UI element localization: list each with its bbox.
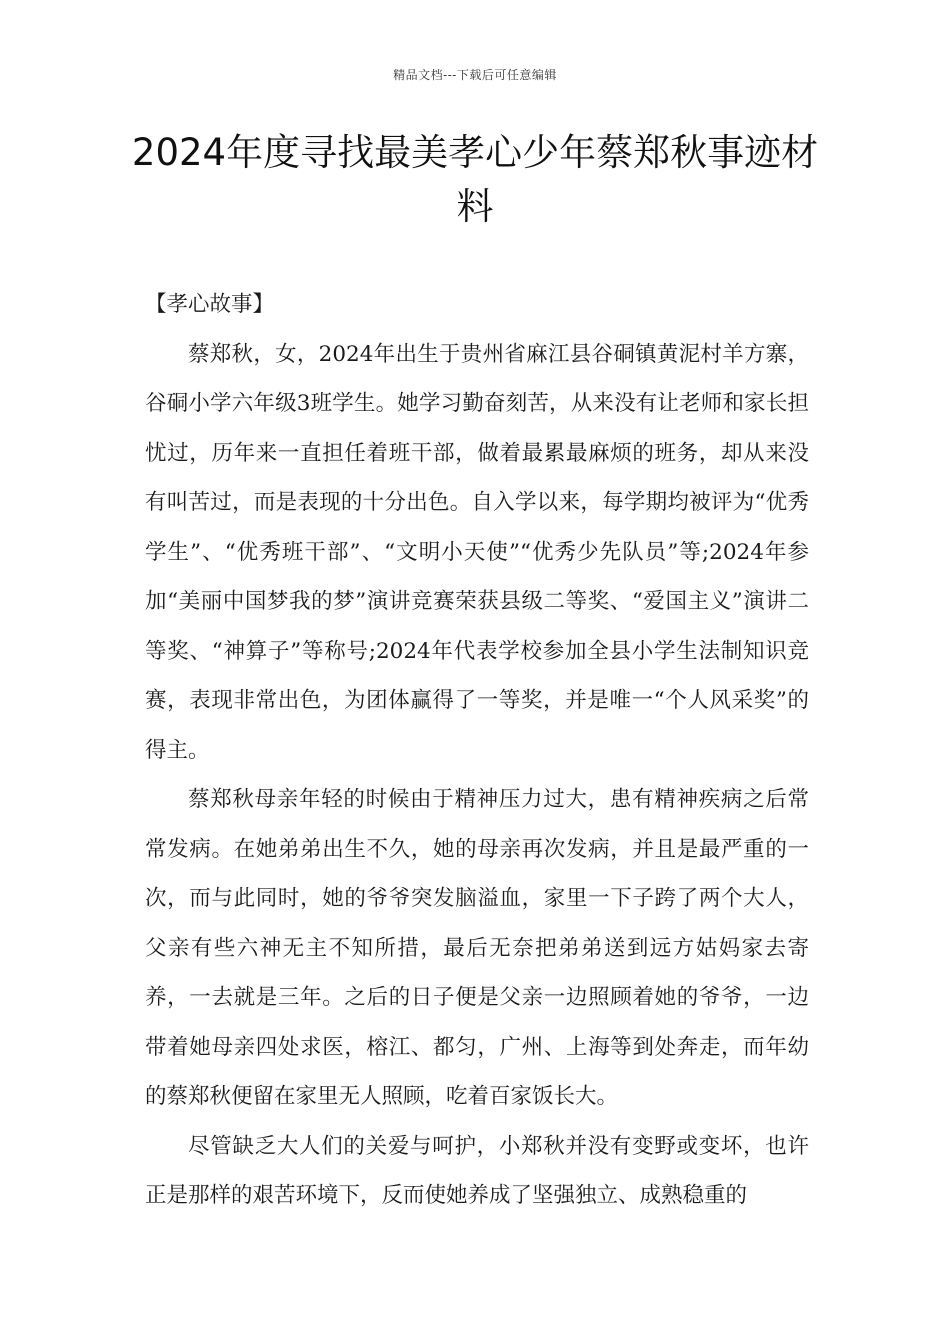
paragraph-1: 蔡郑秋，女，2024年出生于贵州省麻江县谷硐镇黄泥村羊方寨，谷硐小学六年级3班学生。她学习勤奋刻苦，从来没有让老师和家长担忧过，历年来一直担任着班干部，做着最累最麻烦的班务，却从来没有叫苦过，而是表现的十分出色。自入学以来，每学期均被评为“优秀学生”、“优秀班干部”、“文明小天使”“优秀少先队员”等;2024年参加“美丽中国梦我的梦”演讲竞赛荣获县级二等奖、“爱国主义”演讲二等奖、“神算子”等称号;2024年代表学校参加全县小学生法制知识竞赛，表现非常出色，为团体赢得了一等奖，并是唯一“个人风采奖”的得主。 [145,341,809,763]
document-body [145,280,809,1221]
document-title: 2024年度寻找最美孝心少年蔡郑秋事迹材料 [131,131,819,228]
section-heading: 【孝心故事】 [145,292,275,317]
paragraph-2: 蔡郑秋母亲年轻的时候由于精神压力过大，患有精神疾病之后常常发病。在她弟弟出生不久，她的母亲再次发病，并且是最严重的一次，而与此同时，她的爷爷突发脑溢血，家里一下子跨了两个大人，父亲有些六神无主不知所措，最后无奈把弟弟送到远方姑妈家去寄养，一去就是三年。之后的日子便是父亲一边照顾着她的爷爷，一边带着她母亲四处求医，榕江、都匀，广州、上海等到处奔走，而年幼的蔡郑秋便留在家里无人照顾，吃着百家饭长大。 [145,787,809,1109]
paragraph-3: 尽管缺乏大人们的关爱与呵护，小郑秋并没有变野或变坏，也许正是那样的艰苦环境下，反而使她养成了坚强独立、成熟稳重的 [145,1133,809,1208]
header-note: 精品文档---下载后可任意编辑 [393,68,557,82]
